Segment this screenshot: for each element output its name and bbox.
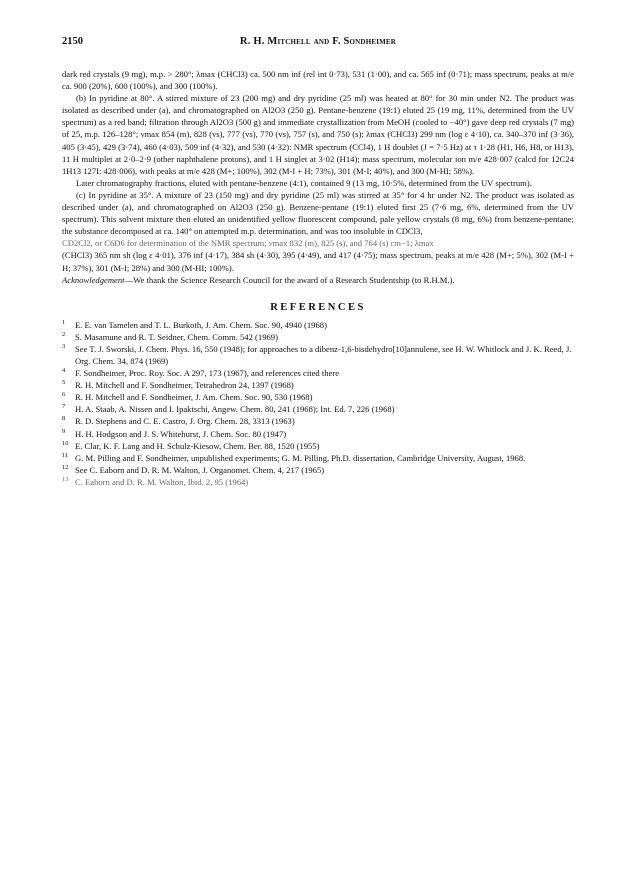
acknowledgement-lead: Acknowledgement xyxy=(62,274,125,285)
reference-number: 1 xyxy=(62,318,66,326)
reference-item xyxy=(62,391,574,403)
article-body xyxy=(62,68,574,286)
reference-text: F. Sondheimer, Proc. Roy. Soc. A 297, 173 (1967), and references cited there xyxy=(75,368,340,379)
reference-number: 7 xyxy=(62,403,66,411)
paragraph: (c) In pyridine at 35°. A mixture of 23 (150 mg) and dry pyridine (25 ml) was stirred at 35° for 4 hr under N2. The product was isolated as described under (a), and chromatographed on Al2O3 (250 g). Benzene-pentane (19:1) eluted first 25 (7·6 mg, 6%, determined from the UV spectrum). This solvent mixture then eluted an unidentified yellow fluorescent compound, pale yellow crystals (8 mg, 6%) from benzene-pentane; the substance decomposed at ca. 140° on attempted m.p. determination, and was too insoluble in CDCl3, xyxy=(62,189,574,237)
reference-item xyxy=(62,319,574,331)
reference-item xyxy=(62,415,574,427)
references-heading: REFERENCES xyxy=(270,301,366,313)
reference-number: 13 xyxy=(62,475,69,483)
reference-number: 5 xyxy=(62,379,66,387)
reference-item xyxy=(62,367,574,379)
reference-text: C. Eaborn and D. R. M. Walton, Ibid. 2, 95 (1964) xyxy=(75,476,249,487)
reference-number: 2 xyxy=(62,330,66,338)
paragraph: Later chromatography fractions, eluted with pentane-benzene (4:1), contained 9 (13 mg, 10·5%, determined from the UV spectrum). xyxy=(76,177,532,188)
reference-text: G. M. Pilling and F. Sondheimer, unpublished experiments; G. M. Pilling, Ph.D. dissertation, Cambridge University, August, 1968. xyxy=(75,452,526,463)
acknowledgement xyxy=(62,274,574,286)
reference-number: 8 xyxy=(62,415,66,423)
reference-item xyxy=(62,440,574,452)
reference-item xyxy=(62,428,574,440)
reference-number: 12 xyxy=(62,463,69,471)
reference-text: See T. J. Sworski, J. Chem. Phys. 16, 550 (1948); for approaches to a dibenz-1,6-bisdehydro[10]annulene, see H. W. Whitlock and J. K. Reed, J. Org. Chem. 34, 874 (1969) xyxy=(75,343,572,366)
reference-item xyxy=(62,464,574,476)
acknowledgement-text: —We thank the Science Research Council for the award of a Research Studentship (to R.H.M.). xyxy=(124,274,455,285)
reference-text: E. E. van Tamelen and T. L. Burkoth, J. Am. Chem. Soc. 90, 4940 (1968) xyxy=(75,319,327,330)
reference-number: 9 xyxy=(62,427,66,435)
page-header xyxy=(62,36,574,54)
reference-text: H. A. Staab, A. Nissen and I. Ipaktschi, Angew. Chem. 80, 241 (1968); Int. Ed. 7, 226 (1968) xyxy=(75,404,395,415)
reference-number: 3 xyxy=(62,342,66,350)
paragraph-faded-line: CD2Cl2, or C6D6 for determination of the NMR spectrum; νmax 832 (m), 825 (s), and 764 (s) cm−1; λmax xyxy=(62,238,434,249)
journal-page xyxy=(62,36,574,488)
reference-text: S. Masamune and R. T. Seidner, Chem. Comm. 542 (1969) xyxy=(75,331,278,342)
reference-text: R. H. Mitchell and F. Sondheimer, J. Am. Chem. Soc. 90, 530 (1968) xyxy=(75,392,313,403)
reference-item xyxy=(62,403,574,415)
reference-item xyxy=(62,476,574,488)
reference-text: R. D. Stephens and C. E. Castro, J. Org. Chem. 28, 3313 (1963) xyxy=(75,416,295,427)
reference-number: 10 xyxy=(62,439,69,447)
reference-text: E. Clar, K. F. Lang and H. Schulz-Kiesow, Chem. Ber. 88, 1520 (1955) xyxy=(75,440,320,451)
paragraph: dark red crystals (9 mg), m.p. > 280°; λmax (CHCl3) ca. 500 nm inf (rel int 0·73), 531 (1·00), and ca. 565 inf (0·71); mass spectrum, peaks at m/e ca. 900 (20%), 600 (100%), and 300 (100%). xyxy=(62,69,574,92)
reference-number: 11 xyxy=(62,451,69,459)
reference-item xyxy=(62,331,574,343)
reference-text: H. H. Hodgson and J. S. Whitehurst, J. Chem. Soc. 80 (1947) xyxy=(75,428,287,439)
running-head: R. H. Mitchell and F. Sondheimer xyxy=(239,36,397,47)
reference-item xyxy=(62,343,574,367)
reference-number: 4 xyxy=(62,367,66,375)
reference-list xyxy=(62,319,574,488)
reference-number: 6 xyxy=(62,391,66,399)
reference-item xyxy=(62,379,574,391)
page-number: 2150 xyxy=(62,36,83,47)
reference-text: See C. Eaborn and D. R. M. Walton, J. Organomet. Chem. 4, 217 (1965) xyxy=(75,464,325,475)
paragraph: (b) In pyridine at 80°. A stirred mixture of 23 (200 mg) and dry pyridine (25 ml) was heated at 80° for 30 min under N2. The product was isolated as described under (a), and chromatographed on Al2O3 (250 g). Pentane-benzene (19:1) eluted 25 (19 mg, 11%, determined from the UV spectrum) as a red band; filtration through Al2O3 (500 g) and immediate crystallization from MeOH (cooled to −40°) gave deep red crystals (7 mg) of 25, m.p. 126–128°; νmax 854 (m), 828 (vs), 777 (vs), 770 (vs), 757 (s), and 750 (s); λmax (CHCl3) 299 nm (log ε 4·10), ca. 340–370 inf (3·36), 405 (3·45), 429 (3·74), 460 (4·03), 509 inf (4·32), and 530 (4·32): NMR spectrum (CCl4), 1 H doublet (J = 7·5 Hz) at τ 1·28 (H1, H6, H8, or H13), 11 H multiplet at 2·0–2·9 (other naphthalene protons), and 1 H singlet at 3·02 (H14); mass spectrum, molecular ion m/e 428·007 (calcd for 12C24 1H13 127I: 428·006), with peaks at m/e 428 (M+; 100%), 302 (M-I + H; 73%), 301 (M-I; 40%), and 300 (M-HI; 58%). xyxy=(62,93,574,176)
paragraph: (CHCl3) 365 nm sh (log ε 4·01), 376 inf (4·17), 384 sh (4·30), 395 (4·49), and 417 (4·75); mass spectrum, peaks at m/e 428 (M+; 5%), 302 (M-I + H; 37%), 301 (M-I; 28%) and 300 (M-HI; 100%). xyxy=(62,250,574,273)
reference-item xyxy=(62,452,574,464)
reference-text: R. H. Mitchell and F. Sondheimer, Tetrahedron 24, 1397 (1968) xyxy=(75,380,294,391)
